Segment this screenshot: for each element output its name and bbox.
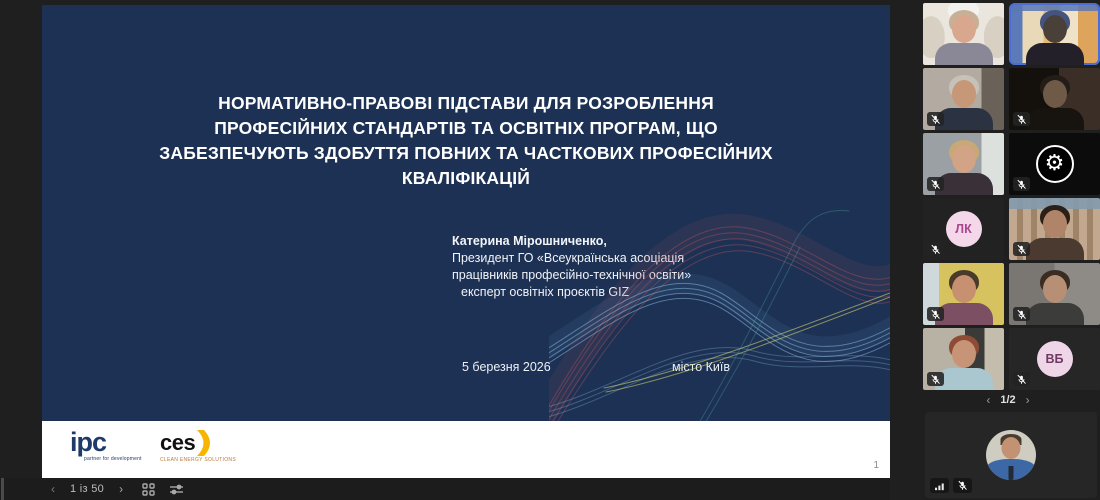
author-line: Президент ГО «Всеукраїнська асоціація bbox=[452, 251, 685, 265]
ces-logo bbox=[160, 432, 236, 463]
gear-icon: ⚙ bbox=[1044, 151, 1065, 176]
participant-tile-5-blonde-woman-dandelion-wall[interactable] bbox=[923, 133, 1004, 195]
self-view-tile[interactable] bbox=[925, 412, 1097, 498]
ipc-logo-text: ipc bbox=[70, 427, 107, 457]
participant-face bbox=[952, 15, 976, 43]
avatar-tie bbox=[1009, 466, 1014, 480]
slide-date: 5 березня 2026 bbox=[462, 360, 551, 374]
author-line: працівників професійно-технічної освіти» bbox=[452, 268, 692, 282]
slide-title: НОРМАТИВНО-ПРАВОВІ ПІДСТАВИ ДЛЯ РОЗРОБЛЕННЯ ПРОФЕСІЙНИХ СТАНДАРТІВ ТА ОСВІТНІХ ПРОГРАМ, ЩО ЗАБЕЗПЕЧУЮТЬ ЗДОБУТТЯ ПОВНИХ ТА ЧАСТКОВИХ ПРОФЕСІЙНИХ КВАЛІФІКАЦІЙ bbox=[159, 93, 773, 188]
participant-tile-4-dark-room-woman[interactable] bbox=[1009, 68, 1100, 130]
participant-tile-9-man-plaid-shirt-yellow-wall[interactable] bbox=[923, 263, 1004, 325]
decorative-waves bbox=[549, 183, 890, 421]
mic-muted-icon bbox=[927, 372, 944, 386]
participant-face bbox=[1043, 210, 1067, 238]
participant-torso bbox=[1026, 108, 1084, 130]
participant-initials-avatar: ЛК bbox=[946, 211, 982, 247]
slide-page-number: 1 bbox=[873, 460, 879, 471]
next-slide-button[interactable]: › bbox=[119, 482, 124, 496]
participant-face bbox=[952, 80, 976, 108]
grid-view-icon[interactable] bbox=[142, 483, 155, 496]
left-edge-divider bbox=[1, 478, 4, 500]
settings-sliders-icon[interactable] bbox=[169, 483, 184, 496]
participant-tile-1-woman-gray-blonde-white-room[interactable] bbox=[923, 3, 1004, 65]
mic-muted-icon bbox=[953, 478, 972, 493]
participants-next-icon[interactable]: › bbox=[1025, 392, 1030, 407]
participant-grid bbox=[923, 3, 1100, 390]
ipc-logo-tagline: partner for development bbox=[84, 456, 142, 462]
participant-tile-7-initials-avatar[interactable] bbox=[923, 198, 1004, 260]
participant-face bbox=[1043, 275, 1067, 303]
ipc-logo bbox=[70, 429, 142, 462]
shared-slide bbox=[42, 5, 890, 478]
participant-tile-8-woman-patterned-curtains[interactable] bbox=[1009, 198, 1100, 260]
participant-face bbox=[1043, 80, 1067, 108]
participants-sidebar bbox=[923, 0, 1100, 500]
avatar-head bbox=[1002, 437, 1021, 459]
mic-muted-icon bbox=[1013, 242, 1030, 256]
participant-tile-10-person-glasses-picture-frames[interactable] bbox=[1009, 263, 1100, 325]
participant-tile-12-initials-avatar[interactable] bbox=[1009, 328, 1100, 390]
participant-face bbox=[952, 275, 976, 303]
participant-torso bbox=[1026, 303, 1084, 325]
participant-face bbox=[952, 145, 976, 173]
participant-tile-3-elderly-man-glasses-mustache[interactable] bbox=[923, 68, 1004, 130]
mic-muted-icon bbox=[927, 242, 944, 256]
self-avatar bbox=[986, 430, 1036, 480]
participants-prev-icon[interactable]: ‹ bbox=[986, 392, 991, 407]
author-line: експерт освітніх проєктів GIZ bbox=[461, 285, 630, 299]
ces-chevron-icon bbox=[196, 430, 211, 456]
previous-slide-button[interactable]: ‹ bbox=[51, 482, 55, 496]
slide-body bbox=[42, 5, 890, 421]
participant-torso bbox=[1026, 43, 1084, 65]
ces-logo-tagline: CLEAN ENERGY SOLUTIONS bbox=[160, 457, 236, 463]
mic-muted-icon bbox=[1013, 112, 1030, 126]
mic-muted-icon bbox=[1013, 177, 1030, 191]
mic-muted-icon bbox=[927, 307, 944, 321]
participant-torso bbox=[1026, 238, 1084, 260]
author-name: Катерина Мірошниченко, bbox=[452, 234, 607, 248]
presentation-toolbar bbox=[0, 478, 890, 500]
self-status-icons bbox=[930, 478, 972, 493]
participant-initials-avatar: ВБ bbox=[1037, 341, 1073, 377]
slide-counter: 1 із 50 bbox=[70, 483, 105, 495]
mic-muted-icon bbox=[1013, 307, 1030, 321]
participant-tile-2-active-speaker-dark-silhouette-poster[interactable] bbox=[1009, 3, 1100, 65]
participants-page-label: 1/2 bbox=[1000, 393, 1016, 406]
gear-emblem-icon bbox=[1036, 145, 1074, 183]
participants-pagination bbox=[923, 391, 1093, 408]
participant-tile-11-woman-auburn-hair-blue-top[interactable] bbox=[923, 328, 1004, 390]
slide-footer bbox=[42, 421, 890, 478]
slide-city: місто Київ bbox=[672, 360, 731, 374]
mic-muted-icon bbox=[1013, 372, 1030, 386]
ces-logo-text: ces bbox=[160, 430, 196, 455]
participant-face bbox=[952, 340, 976, 368]
author-block bbox=[452, 233, 691, 301]
connection-signal-icon bbox=[930, 478, 949, 493]
participant-torso bbox=[935, 43, 993, 65]
participant-face bbox=[1043, 15, 1067, 43]
participant-tile-6-white-gear-emblem-on-black[interactable] bbox=[1009, 133, 1100, 195]
mic-muted-icon bbox=[927, 112, 944, 126]
mic-muted-icon bbox=[927, 177, 944, 191]
